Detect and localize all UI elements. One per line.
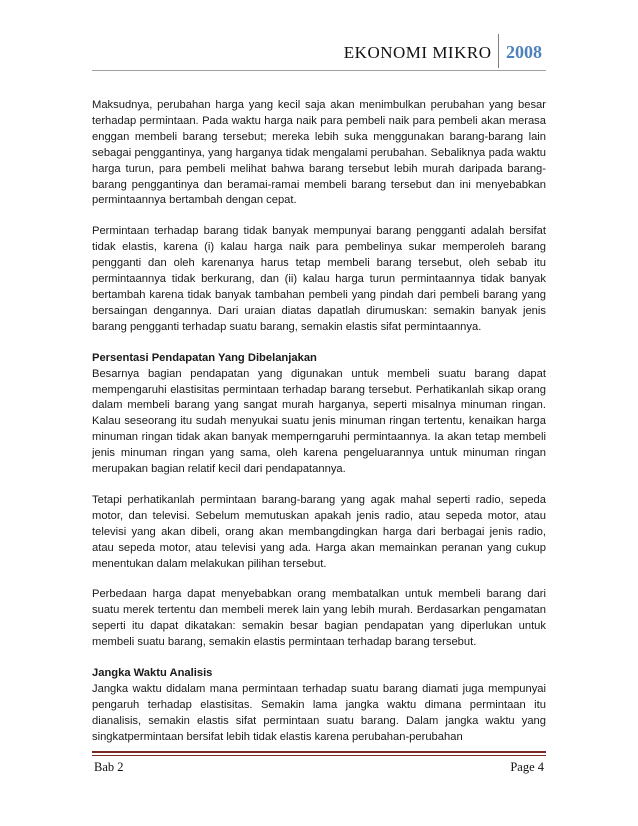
paragraph-few-substitutes: Permintaan terhadap barang tidak banyak mempunyai barang pengganti adalah bersifat tidak elastis, karena (i) kalau harga naik para pembelinya sukar memperoleh barang pengganti dan oleh karenanya harus tetap membeli barang tersebut, oleh sebab itu permintaannya tidak berkurang, dan (ii) kalau harga turun permintaannya tidak banyak bertambah karena tidak banyak tambahan pembeli yang pindah dari pembeli barang yang bersaingan dengannya. Dari uraian diatas dapatlah dirumuskan: semakin banyak jenis barang pengganti terhadap suatu barang, semakin elastis sifat permintaannya. <box>92 225 546 333</box>
paragraph-time-period: Jangka waktu didalam mana permintaan terhadap suatu barang diamati juga mempunyai pengaruh terhadap elastisitas. Semakin lama jangka waktu dimana permintaan itu dianalisis, semakin elastis sifat permintaan suatu barang. Dalam jangka waktu yang singkatpermintaan bersifat lebih tidak elastis karena perubahan-perubahan <box>92 683 546 743</box>
footer-chapter-label: Bab 2 <box>94 760 124 774</box>
header-divider <box>498 34 500 68</box>
section-time-period <box>92 666 546 746</box>
paragraph-income-share: Besarnya bagian pendapatan yang digunakan untuk membeli suatu barang dapat mempengaruhi elastisitas permintaan terhadap barang tersebut. Perhatikanlah sikap orang dalam membeli barang yang sangat murah harganya, seperti misalnya minuman ringan. Kalau seseorang itu sudah menyukai suatu jenis minuman ringan tertentu, kenaikan harga minuman ringan tidak akan banyak memperngaruhi permintaannya. Ia akan tetap membeli jenis minuman ringan yang sama, oleh karena pengeluarannya untuk minuman ringan merupakan bagian relatif kecil dari pendapatannya. <box>92 367 546 476</box>
section-heading-income-share: Persentasi Pendapatan Yang Dibelanjakan <box>92 351 317 364</box>
footer-rule-thin <box>92 755 546 756</box>
header-rule <box>92 70 546 71</box>
paragraph-price-difference: Perbedaan harga dapat menyebabkan orang membatalkan untuk membeli barang dari suatu merek tertentu dan membeli merek lain yang lebih murah. Berdasarkan pengamatan seperti itu dapat dikatakan: semakin besar bagian pendapatan yang diperlukan untuk membeli suatu barang, semakin elastis permintaan terhadap barang tersebut. <box>92 588 546 649</box>
footer-rule <box>92 751 546 753</box>
section-income-share <box>92 351 546 478</box>
paragraph-elasticity-substitutes: Maksudnya, perubahan harga yang kecil saja akan menimbulkan perubahan yang besar terhadap permintaan. Pada waktu harga naik para pembeli naik para pembeli akan merasa enggan membeli barang tersebut; mereka lebih suka menggunakan barang-barang lain sebagai penggantinya, yang harganya tidak mengalami perubahan. Sebaliknya pada waktu harga turun, para pembeli melihat bahwa barang tersebut lebih murah daripada barang-barang penggantinya dan beramai-ramai membeli barang tersebut dan ini menyebabkan permintaannya bertambah dengan cepat. <box>92 99 546 207</box>
header-title: EKONOMI MIKRO <box>343 43 492 62</box>
section-heading-time-period: Jangka Waktu Analisis <box>92 667 213 680</box>
footer-page-number: Page 4 <box>510 760 544 774</box>
document-body <box>92 98 546 761</box>
paragraph-expensive-goods: Tetapi perhatikanlah permintaan barang-barang yang agak mahal seperti radio, sepeda motor, dan televisi. Sebelum memutuskan apakah jenis radio, atau sepeda motor, atau televisi yang akan dibeli, orang akan membangdingkan harga dari berbagai jenis radio, atau sepeda motor, atau televisi yang ada. Harga akan memainkan peranan yang cukup menentukan dalam melakukan pilihan tersebut. <box>92 493 546 570</box>
header-year: 2008 <box>506 42 542 62</box>
page-header <box>344 34 542 74</box>
